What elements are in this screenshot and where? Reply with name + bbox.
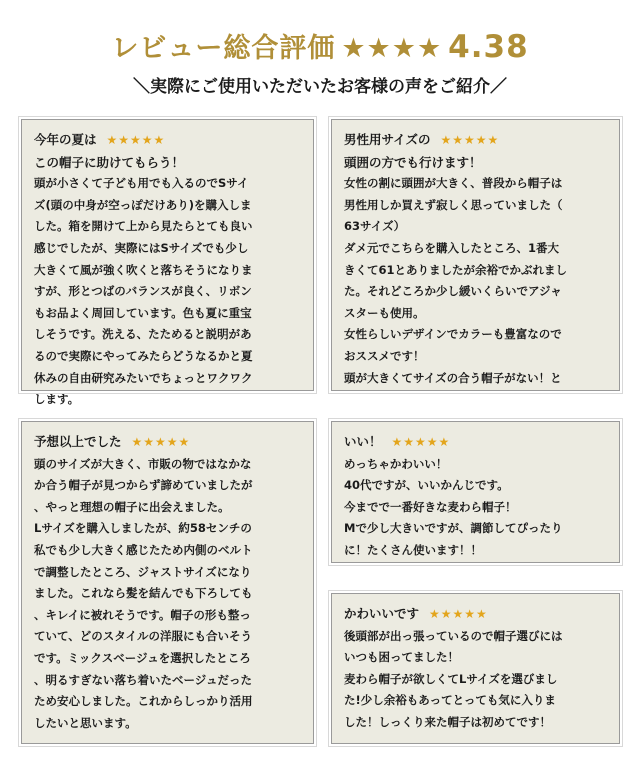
review-text-line: 後頭部が出っ張っているので帽子選びには xyxy=(344,628,563,643)
review-stars: ★★★★★ xyxy=(106,133,166,147)
review-text-line: 63サイズ） xyxy=(344,219,406,234)
page-subtitle: ＼実際にご使用いただいたお客様の声をご紹介／ xyxy=(133,77,507,97)
review-text-line: めっちゃかわいい！ xyxy=(344,456,448,471)
review-stars: ★★★★★ xyxy=(131,435,191,449)
title-text: レビュー総合評価 xyxy=(111,33,336,64)
review-text-line: した！しっくり来た帽子は初めてです！ xyxy=(344,714,551,729)
review-heading xyxy=(34,431,303,454)
review-text-line: した。箱を開けて上から見たらとても良い xyxy=(34,219,253,234)
review-text-line: 40代ですが、いいかんじです。 xyxy=(344,478,509,493)
review-text-line: ました。これなら髪を結んでも下ろしても xyxy=(34,586,253,601)
review-text-line: ズ(頭の中身が空っぽだけあり)を購入しま xyxy=(34,197,252,212)
review-text-line: Lサイズを購入しましたが、約58センチの xyxy=(34,521,252,536)
review-text-line: で調整したところ、ジャストサイズになり xyxy=(34,564,252,579)
review-text-line: したいと思います。 xyxy=(34,715,137,730)
review-text-line: 、明るすぎない落ち着いたベージュだった xyxy=(34,672,253,687)
review-stars: ★★★★★ xyxy=(391,435,451,449)
review-text-line: るので実際にやってみたらどうなるかと夏 xyxy=(34,348,253,363)
review-text-line: 頭が小さくて子ども用でも入るのでSサイ xyxy=(34,176,249,191)
review-heading xyxy=(344,129,609,152)
review-heading-text: いい！ xyxy=(344,434,382,449)
title-stars: ★★★★ xyxy=(341,33,443,64)
review-text-line: すが、形とつばのバランスが良く、リボン xyxy=(34,284,252,299)
review-heading xyxy=(344,431,609,454)
review-heading-line2: この帽子に助けてもらう！ xyxy=(34,154,185,170)
review-text-line: 感じでしたが、実際にはSサイズでも少し xyxy=(34,240,249,255)
review-text-line: に！たくさん使います！！ xyxy=(344,542,482,557)
review-card xyxy=(21,421,314,744)
review-text-line: 、やっと理想の帽子に出会えました。 xyxy=(34,499,230,514)
review-heading-line2: 頭囲の方でも行けます！ xyxy=(344,154,482,170)
review-text-line: 男性用しか買えず寂しく思っていました（ xyxy=(344,197,563,212)
review-text-line: しそうです。洗える、たためると説明があ xyxy=(34,327,252,342)
review-text-line: 今までで一番好きな麦わら帽子！ xyxy=(344,499,517,514)
review-text-line: 私でも少し大きく感じたため内側のベルト xyxy=(34,542,253,557)
review-text-line: もお品よく周回しています。色も夏に重宝 xyxy=(34,305,252,320)
review-stars: ★★★★★ xyxy=(429,607,488,621)
review-stars: ★★★★★ xyxy=(440,133,500,147)
average-score: 4.38 xyxy=(448,29,529,65)
review-text-line: 大きくて風が強く吹くと落ちそうになりま xyxy=(34,262,253,277)
review-heading xyxy=(344,603,609,626)
review-text-line: 麦わら帽子が欲しくてLサイズを選びまし xyxy=(344,671,558,686)
review-text-line: いつも困ってました！ xyxy=(344,650,459,665)
review-heading-text: 今年の夏は xyxy=(34,132,97,147)
review-text-line: 頭のサイズが大きく、市販の物ではなかな xyxy=(34,456,252,471)
review-text-line: か合う帽子が見つからず諦めていましたが xyxy=(34,478,253,493)
review-text-line: 女性の割に頭囲が大きく、普段から帽子は xyxy=(344,176,563,191)
review-heading-text: 男性用サイズの xyxy=(344,132,431,147)
review-card xyxy=(331,119,620,391)
review-heading-text: かわいいです xyxy=(344,606,420,621)
review-text-line: スターも使用。 xyxy=(344,305,425,320)
review-text-line: おススメです！ xyxy=(344,348,425,363)
review-heading-text: 予想以上でした xyxy=(34,434,122,449)
review-text-line: ていて、どのスタイルの洋服にも合いそう xyxy=(34,629,253,644)
review-text-line: 女性らしいデザインでカラーも豊富なので xyxy=(344,327,562,342)
review-text-line: ダメ元でこちらを購入したところ、1番大 xyxy=(344,240,559,255)
review-text-line: 、キレイに被れそうです。帽子の形も整っ xyxy=(34,607,251,622)
page-title xyxy=(0,26,640,65)
review-text-line: ため安心しました。これからしっかり活用 xyxy=(34,694,253,709)
review-text-line: きくて61とありましたが余裕でかぶれまし xyxy=(344,262,568,277)
review-text-line: Mで少し大きいですが、調節してぴったり xyxy=(344,521,563,536)
review-card xyxy=(331,421,620,563)
review-text-line: た!少し余裕もあってとっても気に入りま xyxy=(344,693,556,708)
review-text-line: します。 xyxy=(34,392,80,407)
review-card xyxy=(21,119,314,407)
review-heading xyxy=(34,129,303,152)
review-text-line: です。ミックスベージュを選択したところ xyxy=(34,650,251,665)
review-text-line: 頭が大きくてサイズの合う帽子がない！と xyxy=(344,370,562,385)
review-text-line: 休みの自由研究みたいでちょっとワクワク xyxy=(34,370,253,385)
review-text-line: た。それどころか少し緩いくらいでアジャ xyxy=(344,284,562,299)
review-card xyxy=(331,593,620,744)
